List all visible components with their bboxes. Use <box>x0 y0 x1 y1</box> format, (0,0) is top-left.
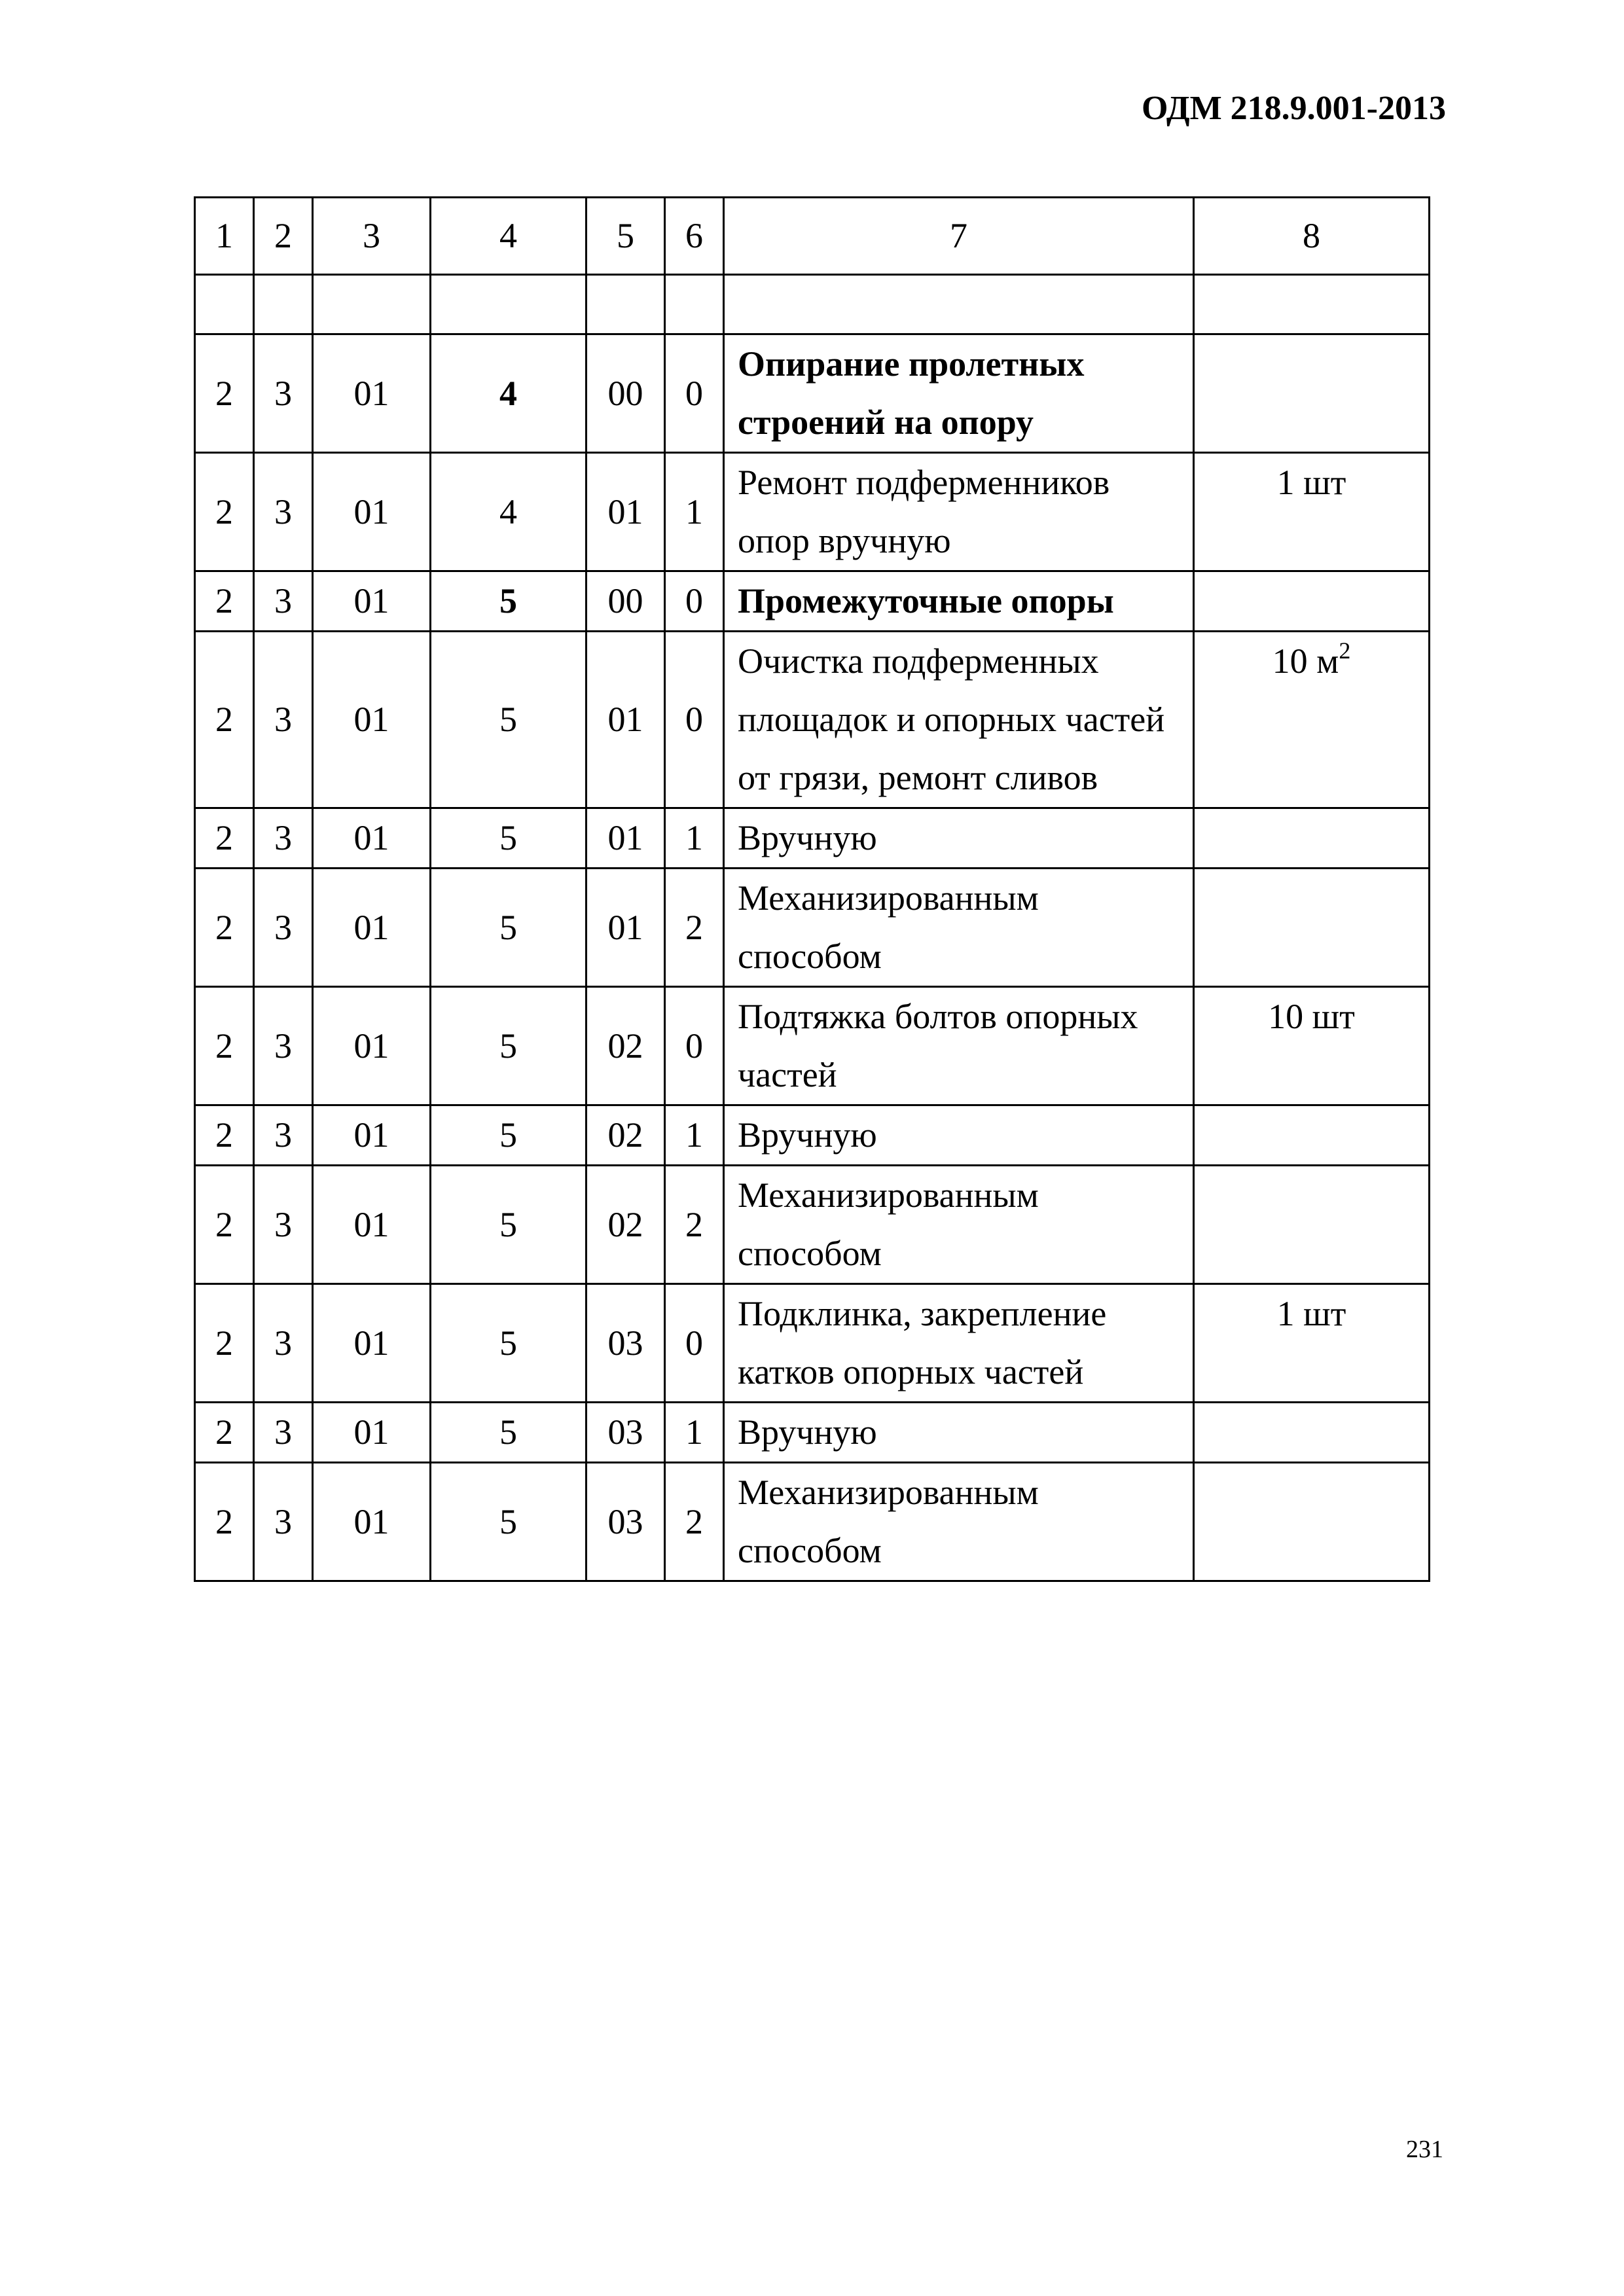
work-name-cell: Механизированным способом <box>724 869 1194 987</box>
code-cell-col3: 01 <box>313 334 431 453</box>
code-cell-col2: 3 <box>254 571 313 632</box>
code-cell-col4: 4 <box>431 334 586 453</box>
work-name-cell: Вручную <box>724 1105 1194 1166</box>
empty-cell <box>313 275 431 334</box>
table-row <box>195 571 1430 632</box>
code-cell-col2: 3 <box>254 334 313 453</box>
table-header-row <box>195 198 1430 275</box>
unit-cell <box>1194 1284 1430 1403</box>
work-name-cell: Подтяжка болтов опорных частей <box>724 987 1194 1105</box>
work-name-cell: Вручную <box>724 1403 1194 1463</box>
code-cell-col4: 4 <box>431 453 586 571</box>
code-cell-col3: 01 <box>313 1463 431 1581</box>
empty-cell <box>431 275 586 334</box>
code-cell-col1: 2 <box>195 987 254 1105</box>
unit-text: 10 шт <box>1268 997 1355 1036</box>
empty-cell <box>724 275 1194 334</box>
work-name-cell: Ремонт подферменников опор вручную <box>724 453 1194 571</box>
page-number: 231 <box>1406 2136 1443 2163</box>
document-code: ОДМ 218.9.001-2013 <box>1141 90 1446 127</box>
code-cell-col2: 3 <box>254 1403 313 1463</box>
work-name-cell: Подклинка, закрепление катков опорных частей <box>724 1284 1194 1403</box>
code-cell-col6: 1 <box>665 1105 724 1166</box>
code-cell-col4: 5 <box>431 808 586 869</box>
code-cell-col3: 01 <box>313 1403 431 1463</box>
code-cell-col3: 01 <box>313 1105 431 1166</box>
code-cell-col1: 2 <box>195 1284 254 1403</box>
code-cell-col6: 2 <box>665 869 724 987</box>
work-name-cell: Промежуточные опоры <box>724 571 1194 632</box>
code-cell-col5: 01 <box>586 808 665 869</box>
code-cell-col2: 3 <box>254 1105 313 1166</box>
code-cell-col1: 2 <box>195 1403 254 1463</box>
code-cell-col4: 5 <box>431 1463 586 1581</box>
code-cell-col4: 5 <box>431 1105 586 1166</box>
code-cell-col5: 00 <box>586 334 665 453</box>
code-cell-col1: 2 <box>195 453 254 571</box>
work-name-cell: Вручную <box>724 808 1194 869</box>
table-row <box>195 1105 1430 1166</box>
code-cell-col3: 01 <box>313 869 431 987</box>
code-cell-col3: 01 <box>313 632 431 808</box>
column-header: 4 <box>431 198 586 275</box>
table-row <box>195 1463 1430 1581</box>
code-cell-col6: 1 <box>665 1403 724 1463</box>
column-header: 3 <box>313 198 431 275</box>
empty-cell <box>195 275 254 334</box>
code-cell-col5: 03 <box>586 1463 665 1581</box>
table-row <box>195 1403 1430 1463</box>
empty-cell <box>1194 275 1430 334</box>
column-header: 5 <box>586 198 665 275</box>
code-cell-col5: 03 <box>586 1284 665 1403</box>
column-header: 8 <box>1194 198 1430 275</box>
table-row <box>195 334 1430 453</box>
work-name-cell: Опирание пролетных строений на опору <box>724 334 1194 453</box>
code-cell-col1: 2 <box>195 1463 254 1581</box>
code-cell-col6: 0 <box>665 571 724 632</box>
classification-table <box>194 196 1430 1582</box>
column-header: 1 <box>195 198 254 275</box>
unit-cell <box>1194 453 1430 571</box>
code-cell-col4: 5 <box>431 571 586 632</box>
code-cell-col1: 2 <box>195 632 254 808</box>
unit-cell <box>1194 808 1430 869</box>
code-cell-col2: 3 <box>254 869 313 987</box>
code-cell-col5: 02 <box>586 1105 665 1166</box>
code-cell-col4: 5 <box>431 1284 586 1403</box>
code-cell-col2: 3 <box>254 1166 313 1284</box>
code-cell-col1: 2 <box>195 334 254 453</box>
code-cell-col1: 2 <box>195 808 254 869</box>
column-header: 7 <box>724 198 1194 275</box>
column-header: 2 <box>254 198 313 275</box>
work-name-cell: Очистка подферменных площадок и опорных частей от грязи, ремонт сливов <box>724 632 1194 808</box>
code-cell-col3: 01 <box>313 1166 431 1284</box>
code-cell-col5: 02 <box>586 1166 665 1284</box>
table-row <box>195 869 1430 987</box>
code-cell-col5: 03 <box>586 1403 665 1463</box>
table-row <box>195 1166 1430 1284</box>
unit-cell <box>1194 1105 1430 1166</box>
code-cell-col1: 2 <box>195 571 254 632</box>
code-cell-col5: 01 <box>586 869 665 987</box>
code-cell-col6: 2 <box>665 1166 724 1284</box>
code-cell-col6: 0 <box>665 987 724 1105</box>
unit-text: 1 шт <box>1276 463 1346 502</box>
code-cell-col3: 01 <box>313 808 431 869</box>
table-row <box>195 808 1430 869</box>
unit-cell <box>1194 632 1430 808</box>
code-cell-col2: 3 <box>254 808 313 869</box>
code-cell-col3: 01 <box>313 987 431 1105</box>
code-cell-col6: 1 <box>665 808 724 869</box>
code-cell-col3: 01 <box>313 1284 431 1403</box>
code-cell-col1: 2 <box>195 1105 254 1166</box>
code-cell-col6: 0 <box>665 632 724 808</box>
empty-cell <box>586 275 665 334</box>
code-cell-col5: 02 <box>586 987 665 1105</box>
code-cell-col5: 01 <box>586 632 665 808</box>
code-cell-col3: 01 <box>313 571 431 632</box>
work-name-cell: Механизированным способом <box>724 1166 1194 1284</box>
code-cell-col5: 01 <box>586 453 665 571</box>
code-cell-col6: 2 <box>665 1463 724 1581</box>
column-header: 6 <box>665 198 724 275</box>
unit-superscript: 2 <box>1339 637 1351 664</box>
table-row <box>195 632 1430 808</box>
code-cell-col4: 5 <box>431 1403 586 1463</box>
code-cell-col2: 3 <box>254 453 313 571</box>
code-cell-col6: 0 <box>665 334 724 453</box>
code-cell-col5: 00 <box>586 571 665 632</box>
empty-cell <box>665 275 724 334</box>
code-cell-col1: 2 <box>195 1166 254 1284</box>
table-row <box>195 987 1430 1105</box>
code-cell-col1: 2 <box>195 869 254 987</box>
unit-cell <box>1194 987 1430 1105</box>
unit-cell <box>1194 1463 1430 1581</box>
unit-cell <box>1194 1166 1430 1284</box>
code-cell-col3: 01 <box>313 453 431 571</box>
empty-cell <box>254 275 313 334</box>
unit-cell <box>1194 869 1430 987</box>
code-cell-col4: 5 <box>431 632 586 808</box>
unit-cell <box>1194 571 1430 632</box>
code-cell-col2: 3 <box>254 1284 313 1403</box>
table-row <box>195 453 1430 571</box>
unit-text: 1 шт <box>1276 1294 1346 1333</box>
code-cell-col6: 0 <box>665 1284 724 1403</box>
code-cell-col4: 5 <box>431 869 586 987</box>
code-cell-col2: 3 <box>254 987 313 1105</box>
unit-text: 10 м <box>1272 641 1339 681</box>
work-name-cell: Механизированным способом <box>724 1463 1194 1581</box>
code-cell-col2: 3 <box>254 1463 313 1581</box>
code-cell-col2: 3 <box>254 632 313 808</box>
code-cell-col4: 5 <box>431 1166 586 1284</box>
code-cell-col6: 1 <box>665 453 724 571</box>
table-row <box>195 1284 1430 1403</box>
code-cell-col4: 5 <box>431 987 586 1105</box>
unit-cell <box>1194 1403 1430 1463</box>
empty-row <box>195 275 1430 334</box>
unit-cell <box>1194 334 1430 453</box>
